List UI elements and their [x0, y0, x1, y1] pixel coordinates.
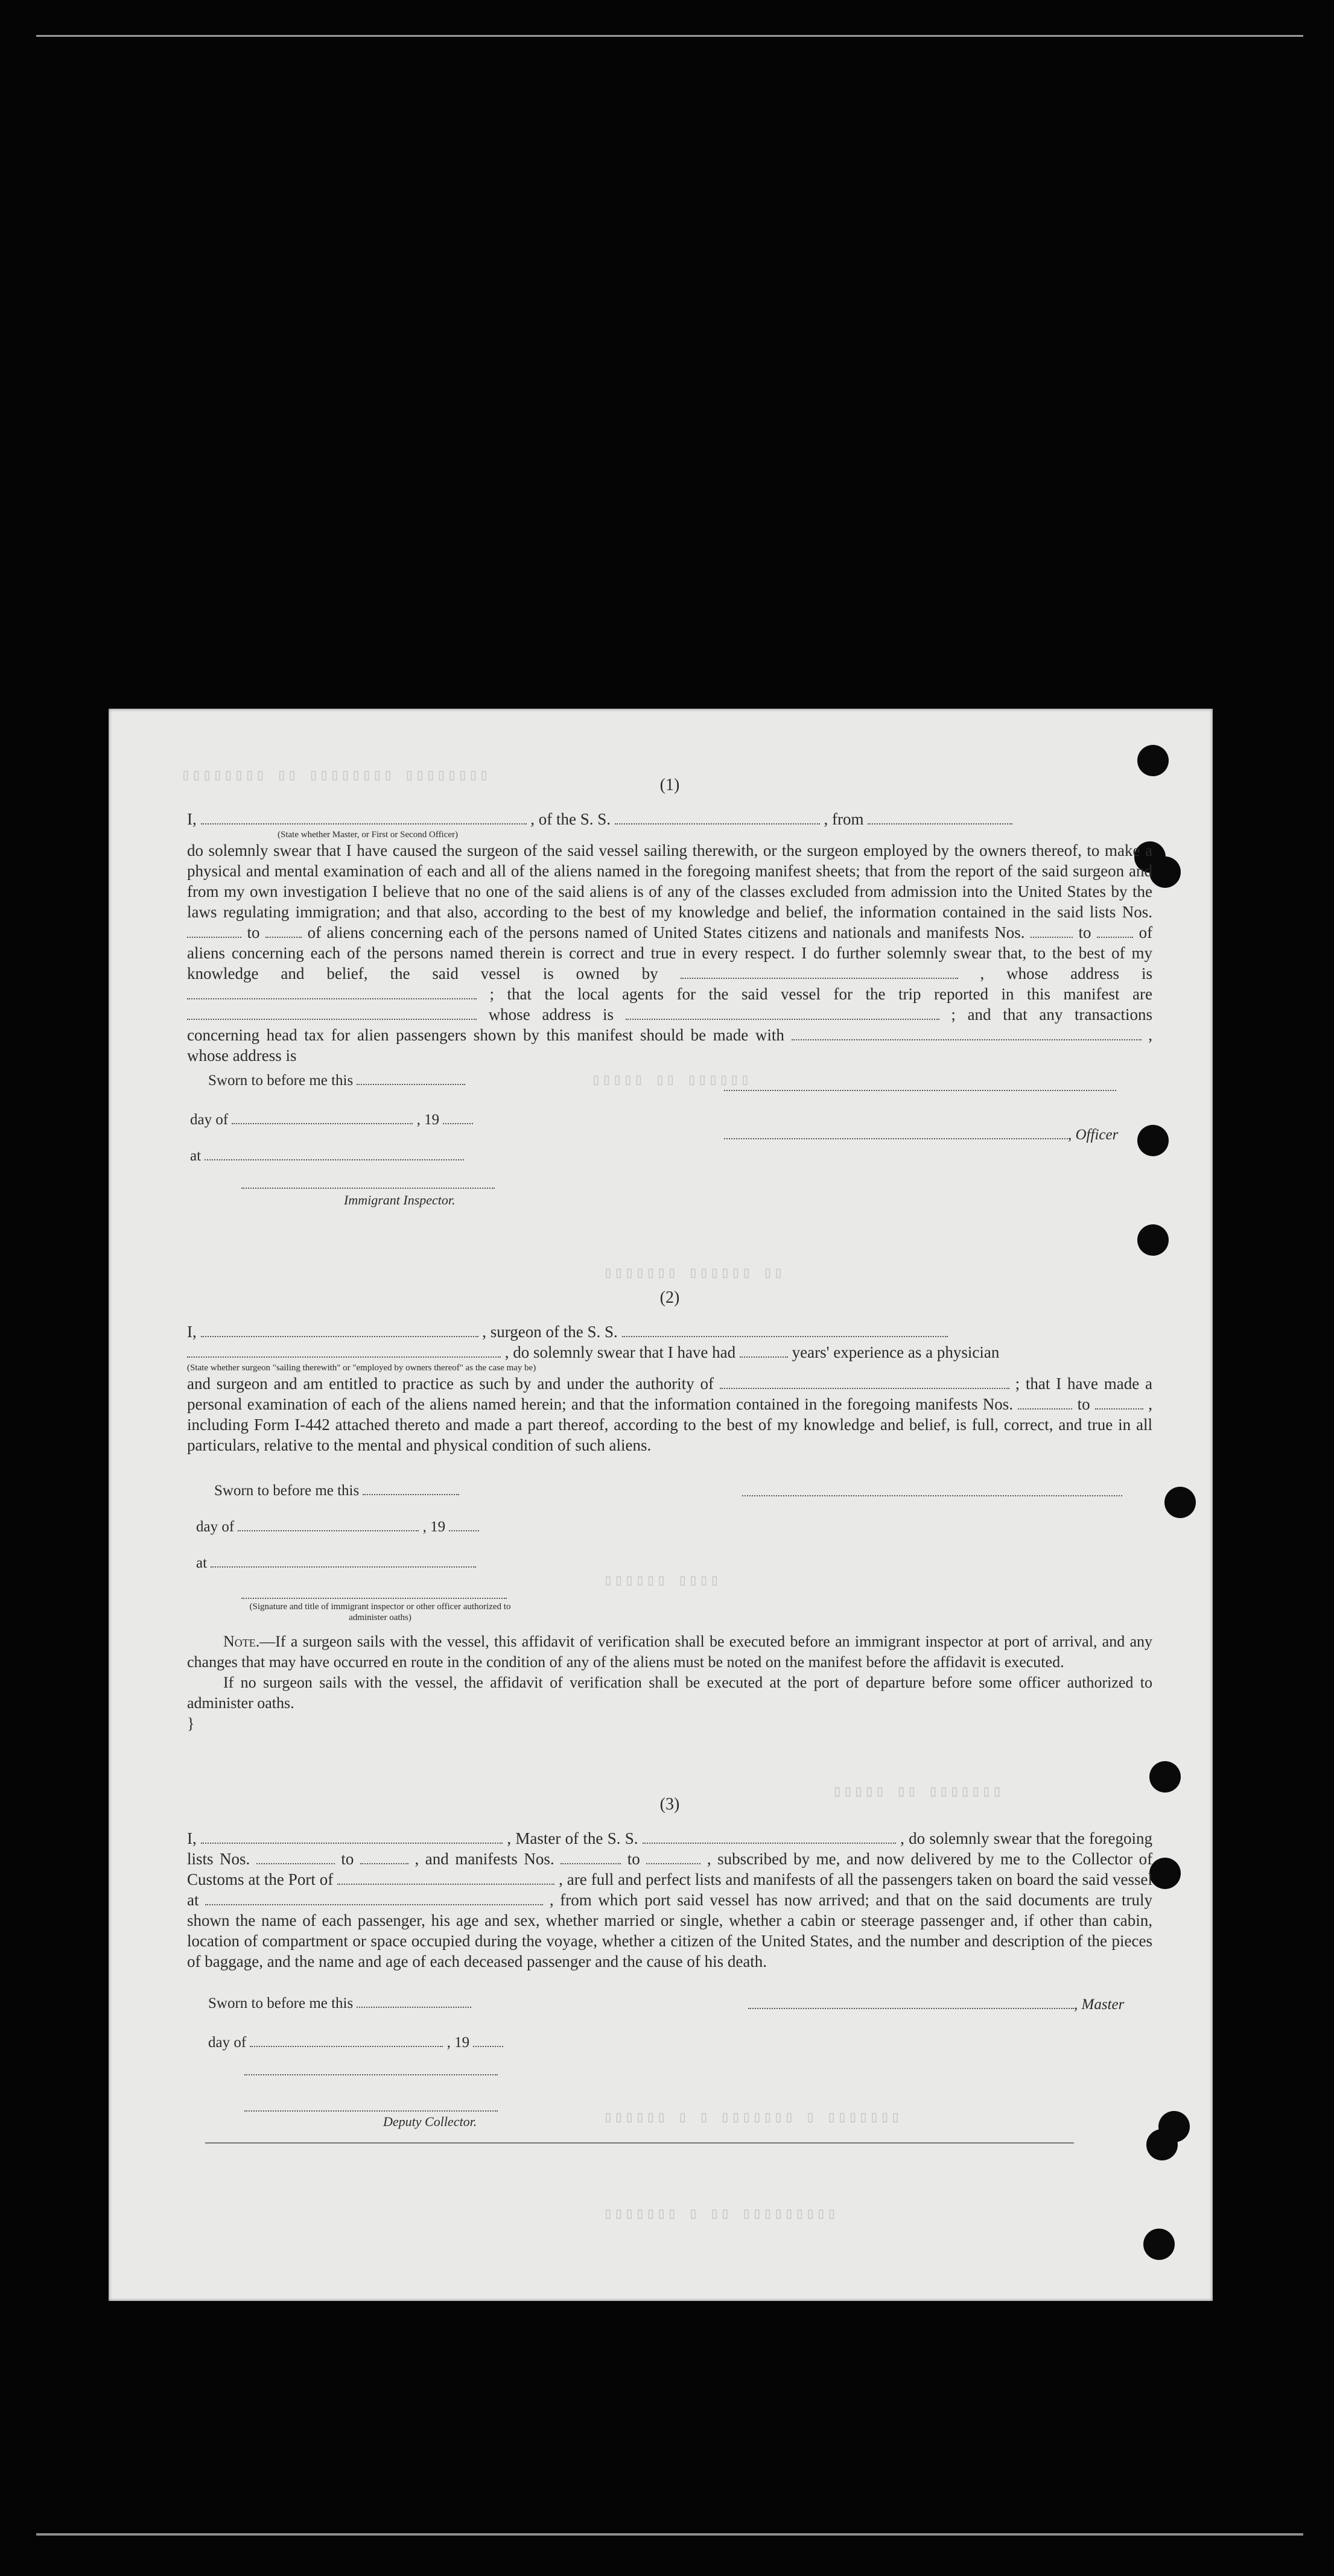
at-label: at: [196, 1555, 208, 1571]
sworn-line: [208, 1993, 471, 2012]
master-of-label: , Master of the S. S.: [507, 1829, 638, 1847]
manifests-to-field[interactable]: [646, 1850, 700, 1864]
departure-port-field[interactable]: [868, 810, 1012, 824]
oath-text-b: ; that I have made a personal examination of each of the aliens named herein; and that the information contained in the foregoing manifests Nos.: [187, 1375, 1153, 1413]
at-label: at: [190, 1148, 202, 1164]
manifests-label: , and manifests Nos.: [414, 1850, 554, 1868]
surgeon-vessel-field[interactable]: [622, 1323, 948, 1337]
master-signature-line: [748, 1995, 1124, 2013]
agents-field[interactable]: [187, 1005, 477, 1020]
vessel-name-field[interactable]: [615, 810, 820, 824]
punch-hole-icon: [1137, 1125, 1169, 1156]
oath-text-a: swear that the foregoing lists Nos.: [187, 1829, 1153, 1868]
blank-line[interactable]: [244, 2073, 498, 2075]
master-name-field[interactable]: [201, 1829, 503, 1844]
year-field[interactable]: [449, 1517, 479, 1531]
section-number: (1): [659, 776, 680, 794]
officer-signature-field[interactable]: [724, 1125, 1068, 1139]
day-of-label: day of: [208, 2034, 247, 2051]
agents-address-field[interactable]: [626, 1005, 939, 1020]
month-field[interactable]: [232, 1110, 413, 1124]
do-swear-label: , do solemnly: [900, 1829, 989, 1847]
to-label: to: [247, 923, 260, 941]
section-number: (2): [659, 1288, 680, 1307]
owner-address-field[interactable]: [187, 985, 477, 999]
day-of-label: day of: [190, 1112, 229, 1128]
officer-signature-line: [724, 1125, 1118, 1144]
place-field[interactable]: [211, 1553, 476, 1568]
intro-text: I,: [187, 1829, 197, 1847]
year-field[interactable]: [443, 1110, 473, 1124]
surgeon-signature-field[interactable]: [742, 1494, 1122, 1496]
film-edge-bottom: [36, 2533, 1303, 2536]
rule-divider: [205, 2141, 1074, 2144]
bleed-through-mark: ▯▯▯▯▯ ▯▯ ▯▯▯▯▯▯: [591, 1071, 751, 1089]
affidavit-surgeon-section: [187, 1288, 1152, 1455]
bleed-through-mark: ▯▯▯▯▯▯ ▯▯▯▯: [603, 1572, 721, 1590]
note-b-text: If no surgeon sails with the vessel, the affidavit of verification shall be executed at the port of departure before some officer authorized to administer oaths.: [187, 1674, 1152, 1712]
to-label: to: [1077, 1395, 1090, 1413]
day-of-line: [190, 1110, 473, 1128]
signature-caption: (Signature and title of immigrant inspector or other officer authorized to administer oaths): [249, 1602, 511, 1622]
surgeon-swear-line: [187, 1342, 1152, 1362]
officer-label: , Officer: [1068, 1127, 1119, 1143]
oath-text-d: ; that the local agents for the said vessel for the trip reported in this manifest are: [489, 985, 1152, 1003]
of-ss-label: , of the S. S.: [530, 810, 611, 828]
oath-text-c: , including Form I-442 attached thereto and made a part thereof, according to the best of my knowledge and belief, is full, correct, and true in all particulars, relative to the mental and physical condition of such aliens.: [187, 1395, 1153, 1454]
punch-hole-icon: [1158, 2111, 1190, 2142]
surgeon-name-field[interactable]: [201, 1323, 478, 1337]
note-a-text: —If a surgeon sails with the vessel, this affidavit of verification shall be executed before an immigrant inspector at port of arrival, and any changes that may have occurred en route in the condition of any of the aliens must be noted on the manifest before the affidavit is executed.: [187, 1633, 1152, 1671]
address-label: , whose address is: [980, 964, 1152, 983]
manifests-from-field[interactable]: [1031, 923, 1073, 938]
punch-hole-icon: [1143, 2229, 1175, 2260]
bleed-through-mark: ▯▯▯▯▯▯▯ ▯ ▯▯ ▯▯▯▯▯▯▯▯▯: [603, 2205, 838, 2223]
at-line: [196, 1553, 476, 1572]
manifest-back-page: [109, 709, 1213, 2301]
section-number: (3): [659, 1795, 680, 1814]
punch-hole-icon: [1137, 1224, 1169, 1256]
punch-hole-icon: [1149, 856, 1181, 888]
sworn-label: Sworn to before me this: [208, 1072, 354, 1089]
surgeon-of-label: , surgeon of the S. S.: [482, 1323, 618, 1341]
lists-from-field[interactable]: [187, 923, 241, 938]
punch-hole-icon: [1137, 745, 1169, 776]
master-signature-field[interactable]: [748, 1995, 1074, 2009]
oath-text-a: do solemnly swear that I have caused the surgeon of the said vessel sailing therewith, or the surgeon employed by the owners thereof, to make a physical and mental examination of each and all of the aliens named in the foregoing manifest sheets; that from the report of the said surgeon and from my own investigation I believe that no one of the said aliens is of any of the classes excluded from admission into the United States by the laws regulating immigration; and that also, according to the best of my knowledge and belief, the information contained in the said lists Nos.: [187, 841, 1152, 921]
surgeon-status-field[interactable]: [187, 1343, 501, 1358]
collector-label: Deputy Collector.: [383, 2114, 477, 2129]
owner-field[interactable]: [681, 964, 958, 979]
bleed-through-mark: ▯▯▯▯▯▯▯ ▯▯▯▯▯▯ ▯▯: [603, 1264, 785, 1282]
bleed-through-mark: ▯▯▯▯▯▯ ▯ ▯ ▯▯▯▯▯▯▯ ▯ ▯▯▯▯▯▯▯: [603, 2109, 902, 2127]
head-tax-party-field[interactable]: [792, 1026, 1142, 1040]
master-signature-field[interactable]: [724, 1089, 1116, 1091]
port-field[interactable]: [337, 1870, 554, 1885]
sworn-day-field[interactable]: [357, 1071, 465, 1085]
year-label: , 19: [446, 2034, 470, 2051]
bleed-through-mark: ▯▯▯▯▯ ▯▯ ▯▯▯▯▯▯▯: [833, 1783, 1003, 1801]
manifests-to-field[interactable]: [1097, 923, 1133, 938]
day-of-line: [196, 1517, 479, 1536]
manifests-from-field[interactable]: [561, 1850, 621, 1864]
intro-text: I,: [187, 1323, 197, 1341]
month-field[interactable]: [250, 2033, 443, 2047]
oath-text-b: of aliens concerning each of the persons named of United States citizens and nationals and manifests Nos.: [307, 923, 1025, 941]
master-oath-text: [187, 840, 1152, 1066]
master-intro-line: [187, 809, 1152, 829]
lists-to-field[interactable]: [265, 923, 302, 938]
surgeon-note: Note.—If a surgeon sails with the vessel, this affidavit of verification shall be executed before an immigrant inspector at port of arrival, and any changes that may have occurred en route in the condition of any of the aliens must be noted on the manifest before the affidavit is executed. If no surgeon sails with the vessel, the affidavit of verification shall be executed at the port of departure before some officer authorized to administer oaths. }: [187, 1633, 1152, 1732]
day-of-line: [208, 2033, 503, 2051]
full-label: , are full and perfect lists and manifests of all the passengers taken on board the said vessel at: [187, 1870, 1152, 1909]
vessel-name-field[interactable]: [643, 1829, 896, 1844]
to-label: to: [1078, 923, 1091, 941]
officer-caption: (State whether Master, or First or Second Officer): [278, 830, 459, 840]
years-label: years' experience as a physician: [792, 1343, 1000, 1361]
year-field[interactable]: [473, 2033, 503, 2047]
affidavit-customs-section: [187, 1794, 1152, 1972]
collector-signature-field[interactable]: [244, 2109, 498, 2112]
inspector-signature-field[interactable]: [241, 1597, 507, 1599]
to-label: to: [341, 1850, 354, 1868]
address-label: whose address is: [488, 1005, 614, 1024]
master-label: , Master: [1074, 1996, 1125, 2013]
note-a: [187, 1631, 1152, 1673]
place-field[interactable]: [205, 1146, 464, 1160]
authority-field[interactable]: [720, 1375, 1009, 1389]
years-field[interactable]: [740, 1343, 788, 1358]
bleed-through-mark: ▯▯▯▯▯▯▯▯ ▯▯ ▯▯▯▯▯▯▯▯ ▯▯▯▯▯▯▯▯: [181, 767, 490, 785]
officer-name-field[interactable]: [201, 810, 527, 824]
boarding-port-field[interactable]: [205, 1891, 543, 1905]
lists-from-field[interactable]: [256, 1850, 335, 1864]
oath-text-e: ; and that any transactions concerning head tax for alien passengers shown by this manifest should be made with: [187, 1005, 1153, 1044]
punch-hole-icon: [1149, 1761, 1181, 1793]
subscribed-label: , subscribed by me, and now delivered by me to the Collector of Customs at the Port of: [187, 1850, 1153, 1888]
oath-text-a: and surgeon and am entitled to practice as such by and under the authority of: [187, 1375, 714, 1393]
surgeon-oath-text: [187, 1373, 1152, 1455]
swear-label: , do solemnly swear that I have had: [504, 1343, 736, 1361]
oath-text-c: of aliens concerning each of the persons named therein is correct and true in every respect. I do further solemnly swear that, to the best of my knowledge and belief, the said vessel is owned by: [187, 923, 1153, 983]
intro-text: I,: [187, 810, 197, 828]
address-label: , whose address is: [187, 1026, 1153, 1065]
lists-to-field[interactable]: [360, 1850, 408, 1864]
sworn-line: [208, 1071, 465, 1089]
customs-oath-text: [187, 1828, 1152, 1972]
sworn-label: Sworn to before me this: [208, 1995, 354, 2011]
to-label: to: [627, 1850, 640, 1868]
day-of-label: day of: [196, 1519, 235, 1535]
surgeon-intro-line: [187, 1321, 1152, 1342]
punch-hole-icon: [1149, 1858, 1181, 1889]
sworn-label: Sworn to before me this: [214, 1483, 360, 1499]
inspector-signature-field[interactable]: [241, 1186, 495, 1189]
from-which-label: , from which: [549, 1891, 638, 1909]
affidavit-master-section: [187, 775, 1152, 1066]
surgeon-caption: (State whether surgeon "sailing therewith" or "employed by owners thereof" as the case may be): [187, 1363, 536, 1373]
manifests-from-field[interactable]: [1018, 1395, 1072, 1410]
at-line: [190, 1146, 464, 1165]
oath-text-b: port said vessel has now arrived; and that on the said documents are truly shown the name of each passenger, his age and sex, whether married or single, whether a cabin or steerage passenger and, if other than cabin, location of compartment or space occupied during the voyage, whether a citizen of the United States, and the number and description of the pieces of baggage, and the name and age of each deceased passenger and the cause of his death.: [187, 1891, 1153, 1970]
punch-hole-icon: [1164, 1487, 1196, 1518]
inspector-label: Immigrant Inspector.: [344, 1192, 456, 1207]
year-label: , 19: [422, 1519, 446, 1535]
from-label: , from: [824, 810, 864, 828]
note-label: Note.: [223, 1633, 260, 1650]
sworn-day-field[interactable]: [357, 1993, 471, 2008]
month-field[interactable]: [238, 1517, 419, 1531]
film-edge-top: [36, 35, 1303, 37]
sworn-line: [214, 1481, 459, 1499]
sworn-day-field[interactable]: [363, 1481, 459, 1495]
manifests-to-field[interactable]: [1095, 1395, 1143, 1410]
year-label: , 19: [416, 1112, 440, 1128]
